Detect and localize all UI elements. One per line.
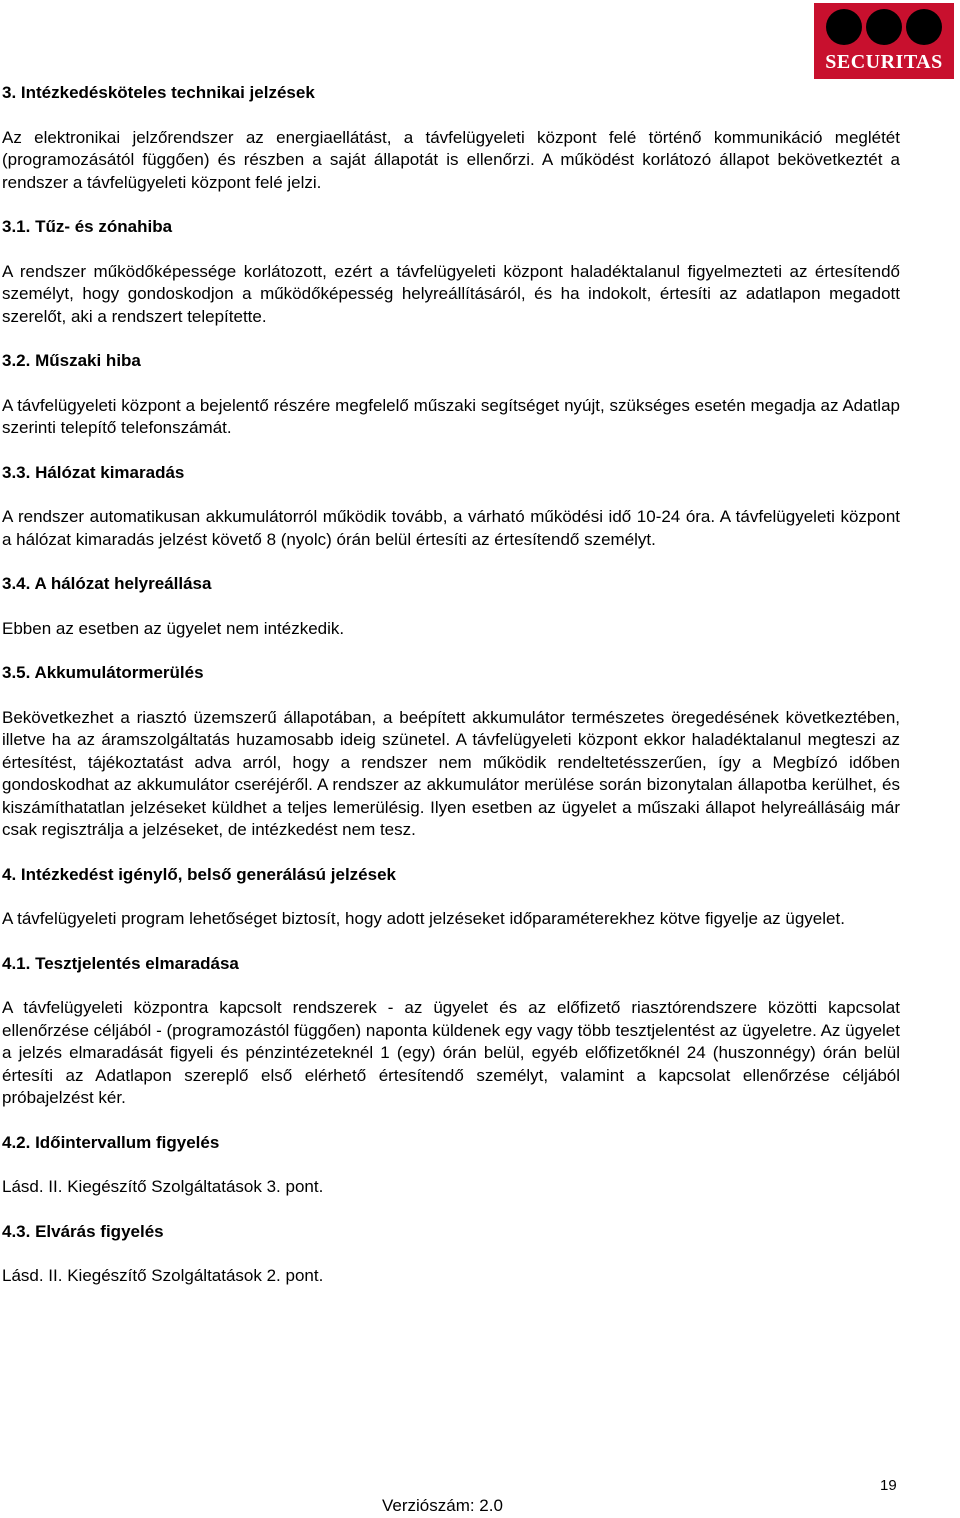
section-paragraph: Az elektronikai jelzőrendszer az energiaellátást, a távfelügyeleti központ felé történő kommunikáció meglétét (programozásától függően) és részben a saját állapotát is ellenőrzi. A működést korlátozó állapot bekövetkeztét a rendszer a távfelügyeleti központ felé jelzi. [2, 127, 900, 192]
section-paragraph: Ebben az esetben az ügyelet nem intézkedik. [2, 618, 345, 638]
logo-dots [822, 9, 946, 49]
section-heading: 4.1. Tesztjelentés elmaradása [2, 953, 239, 973]
section-paragraph: Lásd. II. Kiegészítő Szolgáltatások 3. pont. [2, 1177, 324, 1196]
logo-wordmark: SECURITAS [825, 51, 943, 73]
section-heading: 3.1. Tűz- és zónahiba [2, 217, 173, 236]
section-heading: 3.4. A hálózat helyreállása [2, 574, 212, 593]
section-paragraph: A távfelügyeleti központra kapcsolt rendszerek - az ügyelet és az előfizető riasztórendszere közötti kapcsolat ellenőrzése céljából - (programozástól függően) naponta küldenek egy vagy több tesztjelentést az ügyeletre. Az ügyelet a jelzés elmaradását figyeli és pénzintézeteknél 1 (egy) órán belül, egyéb előfizetőknél 24 (huszonnégy) órán belül értesíti az Adatlapon szereplő első elérhető értesítendő személyt, valamint a kapcsolat ellenőrzése céljából próbajelzést kér. [2, 998, 900, 1107]
document-body [2, 82, 900, 1288]
logo-dot [906, 9, 942, 45]
logo-dot [826, 9, 862, 45]
section-heading: 4. Intézkedést igénylő, belső generálású jelzések [2, 864, 396, 884]
section-paragraph: A rendszer automatikusan akkumulátorról működik tovább, a várható működési idő 10-24 óra. A távfelügyeleti központ a hálózat kimaradás jelzést követő 8 (nyolc) órán belül értesíti az értesítendő személyt. [2, 507, 900, 549]
section-heading: 3.5. Akkumulátormerülés [2, 663, 204, 682]
page-number: 19 [880, 1477, 897, 1494]
section-paragraph: Bekövetkezhet a riasztó üzemszerű állapotában, a beépített akkumulátor természetes öregedésének következtében, illetve ha az áramszolgáltatás huzamosabb ideig szünetel. A távfelügyeleti központ ekkor haladéktalanul megteszi az értesítést, tájékoztatást adva arról, hogy a rendszer nem működik rendeltetésszerűen, így a Megbízó időben gondoskodhat az akkumulátor cseréjéről. A rendszer az akkumulátor merülése során bizonytalan állapotba kerülhet, és kiszámíthatatlan jelzéseket küldhet a teljes lemerülésig. Ilyen esetben az ügyelet a műszaki állapot helyreállásáig már csak regisztrálja a jelzéseket, de intézkedést nem tesz. [2, 707, 900, 839]
section-heading: 4.2. Időintervallum figyelés [2, 1132, 220, 1152]
section-paragraph: A rendszer működőképessége korlátozott, ezért a távfelügyeleti központ haladéktalanul figyelmezteti az értesítendő személyt, hogy gondoskodjon a működőképesség helyreállításáról, és ha indokolt, értesíti az adatlapon megadott szerelőt, aki a rendszert telepítette. [2, 261, 900, 326]
section-paragraph: A távfelügyeleti központ a bejelentő részére megfelelő műszaki segítséget nyújt, szükséges esetén megadja az Adatlap szerinti telepítő telefonszámát. [2, 395, 900, 437]
section-paragraph: A távfelügyeleti program lehetőséget biztosít, hogy adott jelzéseket időparaméterekhez kötve figyelje az ügyelet. [2, 909, 845, 928]
securitas-logo [814, 3, 954, 79]
section-heading: 3. Intézkedésköteles technikai jelzések [2, 83, 315, 102]
version-label: Verziószám: 2.0 [382, 1496, 503, 1515]
section-heading: 4.3. Elvárás figyelés [2, 1221, 164, 1241]
section-heading: 3.2. Műszaki hiba [2, 351, 141, 370]
section-paragraph: Lásd. II. Kiegészítő Szolgáltatások 2. pont. [2, 1266, 324, 1285]
logo-dot [866, 9, 902, 45]
section-heading: 3.3. Hálózat kimaradás [2, 462, 185, 482]
